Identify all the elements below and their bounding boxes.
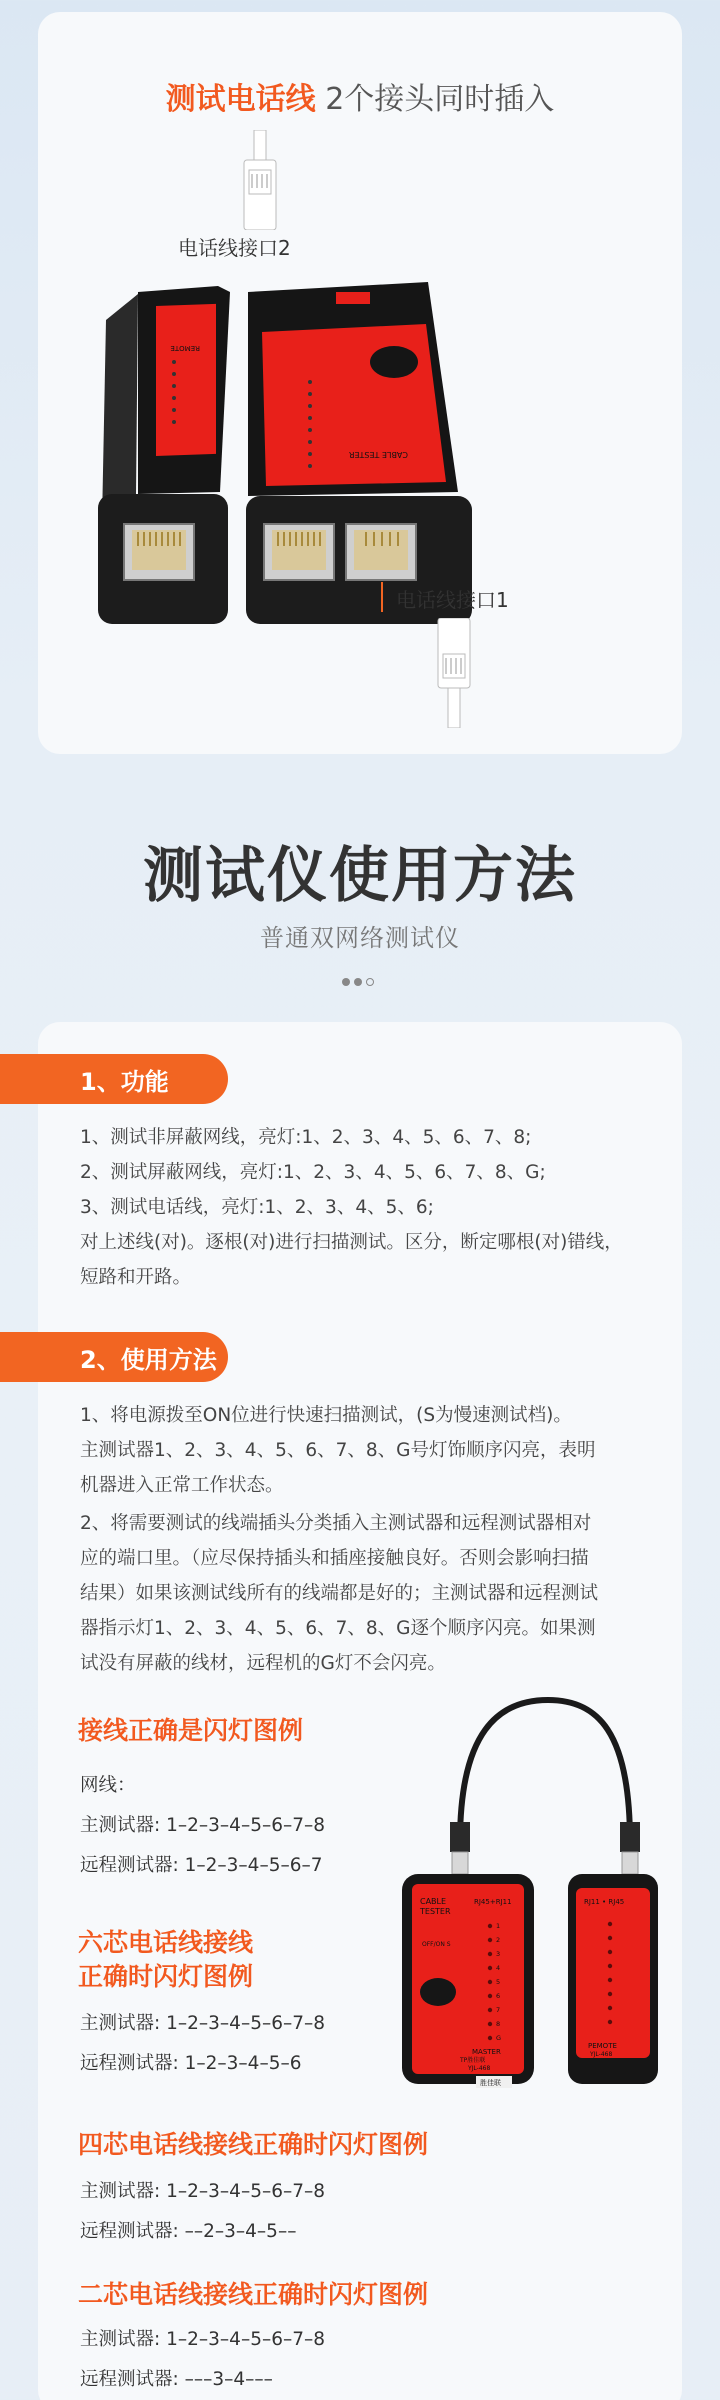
legend-line: 网线：: [80, 1775, 136, 1796]
usage-line: 主测试器1、2、3、4、5、6、7、8、G号灯饰顺序闪亮，表明: [80, 1440, 596, 1461]
top-card: [38, 12, 682, 754]
tester2-master-model: YJL-468: [468, 2065, 491, 2072]
tester2-led-label: 5: [496, 1978, 501, 1986]
usage-line: 器指示灯1、2、3、4、5、6、7、8、G逐个顺序闪亮。如果测: [80, 1618, 596, 1639]
tester2-led-label: 2: [496, 1936, 501, 1944]
legend-lines-2: [80, 2004, 325, 2084]
usage-line: 应的端口里。（应尽保持插头和插座接触良好。否则会影响扫描: [80, 1548, 589, 1569]
tester2-led-label: 7: [496, 2006, 501, 2014]
legend-lines-3: [80, 2172, 325, 2252]
svg-text:REMOTE: REMOTE: [170, 344, 200, 352]
legend-title-1: 接线正确是闪灯图例: [78, 1716, 304, 1745]
features-line: 2、测试屏蔽网线，亮灯:1、2、3、4、5、6、7、8、G;: [80, 1162, 546, 1183]
top-title: [38, 74, 682, 118]
dot: [342, 978, 350, 986]
tester2-switch-label: OFF/ON S: [422, 1941, 451, 1948]
usage-line: 1、将电源拨至ON位进行快速扫描测试，(S为慢速测试档)。: [80, 1405, 572, 1426]
tester2-master-brand: MASTER: [472, 2048, 501, 2056]
features-pill: 1、功能: [0, 1054, 228, 1104]
usage-line: 试没有屏蔽的线材，远程机的G灯不会闪亮。: [80, 1653, 446, 1674]
tester2-remote-brand: PEMOTE: [588, 2042, 617, 2050]
legend-line: 远程测试器: 1–2–3–4–5–6–7: [80, 1855, 323, 1876]
tester2-led-label: 8: [496, 2020, 501, 2028]
usage-pill: 2、使用方法: [0, 1332, 228, 1382]
phone-plug-bottom-icon: [434, 618, 474, 728]
tester2-led-label: 3: [496, 1950, 501, 1958]
dot: [366, 978, 374, 986]
legend-line: 远程测试器: ––2–3–4–5––: [80, 2221, 297, 2242]
legend-line: 主测试器: 1–2–3–4–5–6–7–8: [80, 2329, 326, 2350]
tester2-led-label: 6: [496, 1992, 501, 2000]
usage-line: 机器进入正常工作状态。: [80, 1475, 284, 1496]
legend-title-3: 四芯电话线接线正确时闪灯图例: [78, 2130, 429, 2159]
cable-tester-illustration: [98, 282, 658, 642]
section-title: 测试仪使用方法: [143, 841, 577, 911]
usage-line: 结果）如果该测试线所有的线端都是好的；主测试器和远程测试: [80, 1583, 599, 1604]
page-dots: [342, 978, 374, 986]
legend-title-4: 二芯电话线接线正确时闪灯图例: [78, 2280, 429, 2309]
tester2-master-brand2: TP胜佳联: [460, 2057, 486, 2064]
tester-with-cable-illustration: [398, 1692, 690, 2092]
svg-text:CABLE TESTER: CABLE TESTER: [348, 450, 408, 459]
tester2-master-line2: TESTER: [420, 1907, 451, 1916]
legend-title-2-line1: 六芯电话线接线: [78, 1928, 254, 1957]
section-subtitle: 普通双网络测试仪: [260, 924, 460, 952]
tester2-master-ports: RJ45+RJ11: [474, 1898, 512, 1906]
legend-line: 远程测试器: –––3–4–––: [80, 2369, 273, 2390]
legend-title-2-line2: 正确时闪灯图例: [78, 1962, 254, 1991]
legend-title-2: [78, 1926, 253, 1994]
phone-plug-top-icon: [240, 130, 280, 230]
legend-line: 远程测试器: 1–2–3–4–5–6: [80, 2053, 302, 2074]
usage-line: 2、将需要测试的线端插头分类插入主测试器和远程测试器相对: [80, 1513, 592, 1534]
features-line: 对上述线(对)。逐根(对)进行扫描测试。区分，断定哪根(对)错线，: [80, 1232, 623, 1253]
usage-text-2: [80, 1506, 660, 1681]
features-line: 短路和开路。: [80, 1267, 192, 1288]
top-title-rest: 2个接头同时插入: [325, 82, 555, 117]
tester2-remote-model: YJL-468: [590, 2051, 613, 2058]
legend-line: 主测试器: 1–2–3–4–5–6–7–8: [80, 2181, 326, 2202]
tester2-led-label: 1: [496, 1922, 501, 1930]
usage-text-1: [80, 1398, 660, 1503]
top-title-highlight: 测试电话线: [165, 82, 316, 117]
features-line: 1、测试非屏蔽网线，亮灯:1、2、3、4、5、6、7、8;: [80, 1127, 532, 1148]
tester2-led-label: G: [496, 2034, 502, 2042]
legend-line: 主测试器: 1–2–3–4–5–6–7–8: [80, 2013, 326, 2034]
remote-unit: [98, 286, 230, 624]
features-text: [80, 1120, 660, 1295]
legend-line: 主测试器: 1–2–3–4–5–6–7–8: [80, 1815, 326, 1836]
tester2-logo: 胜佳联: [480, 2079, 501, 2087]
legend-lines-4: [80, 2320, 325, 2400]
tester2-remote-ports: RJ11 • RJ45: [584, 1898, 625, 1906]
master-unit: [246, 282, 472, 624]
tester2-led-label: 4: [496, 1964, 501, 1972]
tester2-master-line1: CABLE: [420, 1897, 447, 1906]
features-line: 3、测试电话线，亮灯:1、2、3、4、5、6;: [80, 1197, 434, 1218]
label-port1: 电话线接口1: [396, 588, 509, 612]
legend-lines-1: [80, 1766, 325, 1886]
label-port2: 电话线接口2: [178, 236, 291, 260]
dot: [354, 978, 362, 986]
